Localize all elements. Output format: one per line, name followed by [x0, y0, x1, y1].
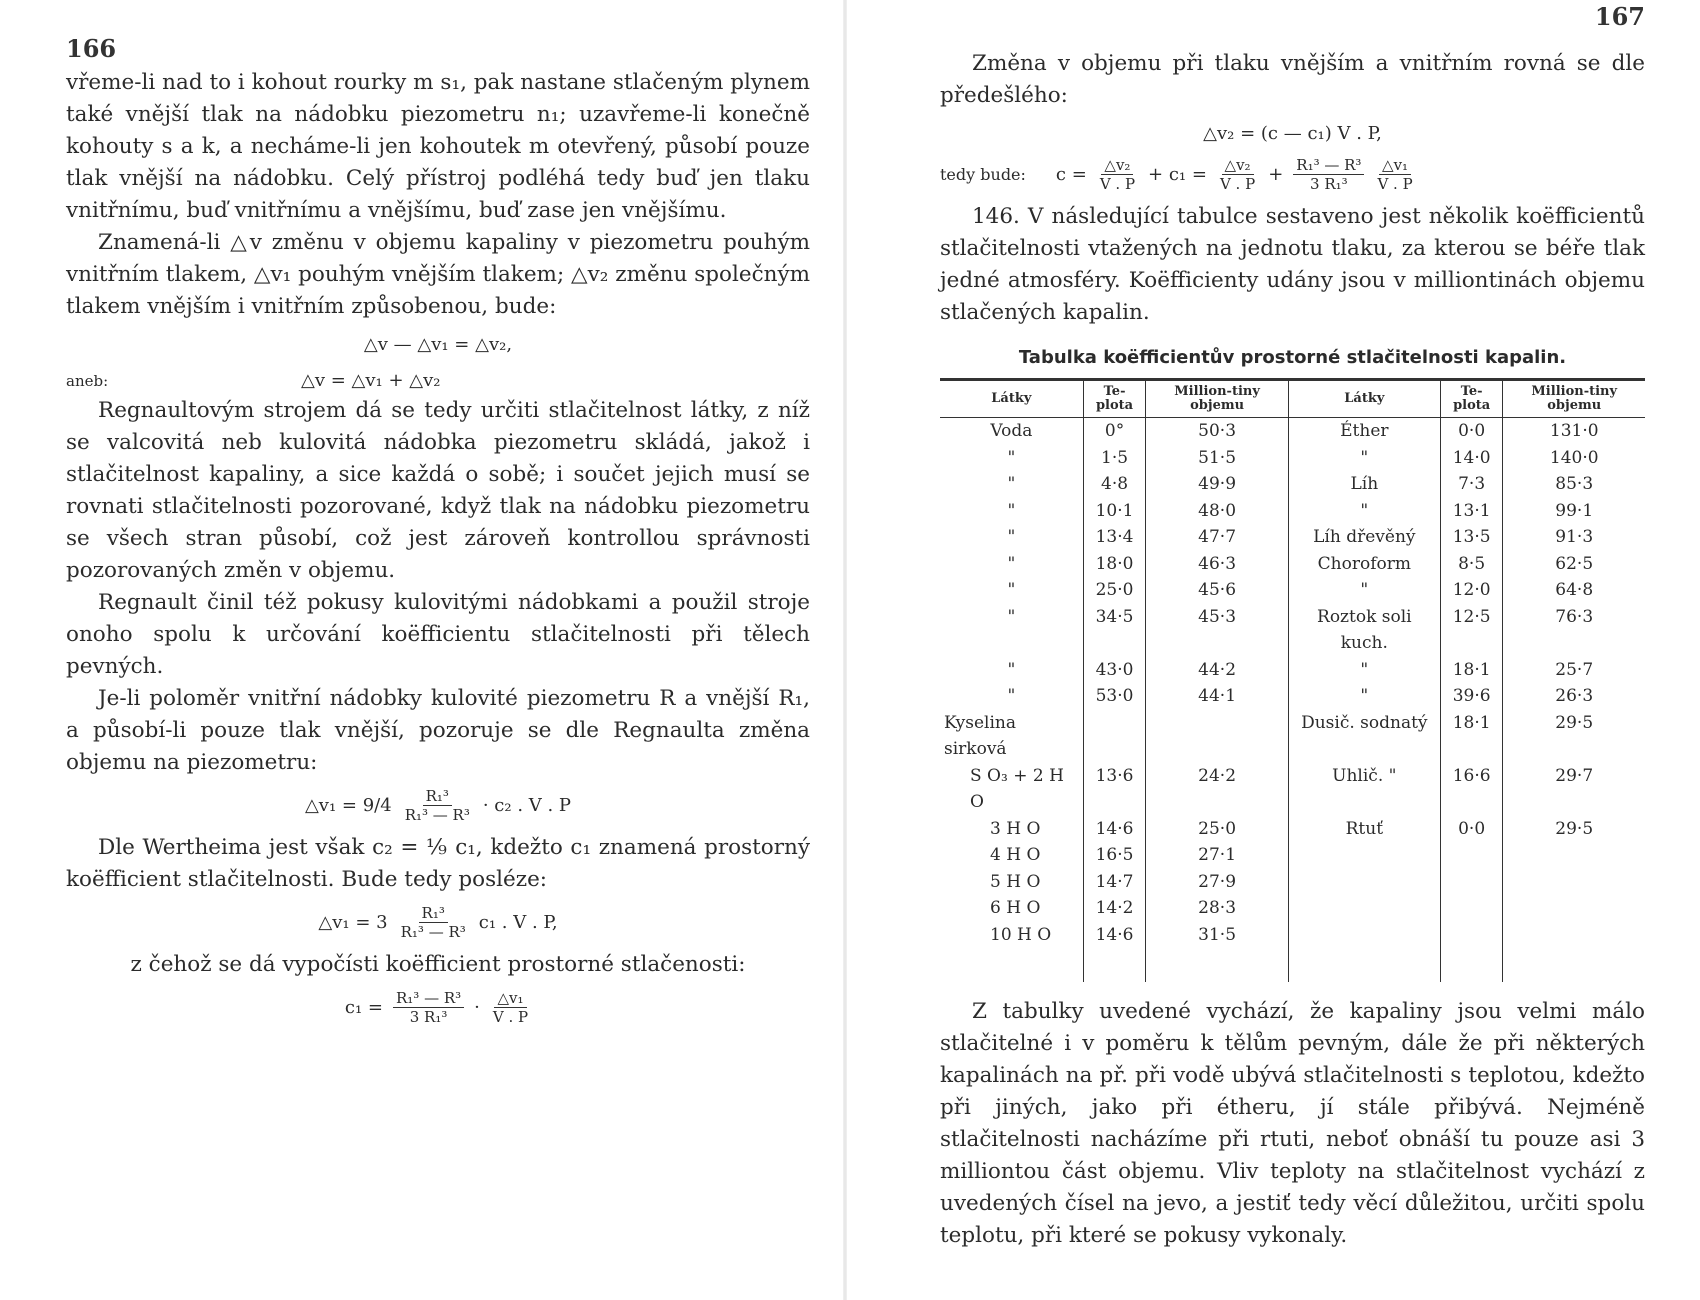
eq2-fraction-1 [1097, 156, 1138, 193]
paragraph-regnault-experiments: Regnault činil též pokusy kulovitými nádobkami a použil stroje onoho spolu k určování koëfficientu stlačitelnosti při tělech pevných. [66, 590, 810, 679]
table-cell [1083, 710, 1146, 763]
table-row [940, 895, 1645, 922]
page-number-left: 166 [66, 34, 117, 63]
table-cell: Choroform [1288, 551, 1440, 578]
eq5-denominator-1: 3 R₁³ [409, 1008, 448, 1026]
table-cell: 64·8 [1503, 577, 1645, 604]
table-cell: 13·6 [1083, 763, 1146, 816]
table-cell: Rtuť [1288, 816, 1440, 843]
table-row [940, 577, 1645, 604]
paragraph-compute: z čehož se dá vypočísti koëfficient prostorné stlačenosti: [130, 952, 746, 977]
table-cell [1503, 842, 1645, 869]
table-cell: 16·6 [1440, 763, 1503, 816]
table-row [940, 842, 1645, 869]
header-milliontiny-1: Million-tiny objemu [1146, 380, 1288, 418]
table-cell: 140·0 [1503, 445, 1645, 472]
right-page [850, 0, 1700, 1300]
eq2-a: c = [1055, 163, 1087, 185]
table-cell: " [1288, 498, 1440, 525]
equation-volume-change [66, 787, 810, 824]
table-row [940, 683, 1645, 710]
table-cell: 29·5 [1503, 710, 1645, 763]
paragraph-intro: Změna v objemu při tlaku vnějším a vnitřním rovná se dle předešlého: [940, 51, 1645, 108]
table-row [940, 418, 1645, 445]
eq2-numerator-1: △v₂ [1101, 156, 1133, 175]
table-cell: 25·7 [1503, 657, 1645, 684]
paragraph-continuation: vřeme-li nad to i kohout rourky m s₁, pak nastane stlačeným plynem také vnější tlak na nádobku piezometru n₁; uzavřeme-li konečně kohouty s a k, a necháme-li jen kohoutek m otevřený, působí pouze tlak vnější na nádobku. Celý přístroj podléhá tedy buď jen tlaku vnitřnímu, buď vnitřnímu a vnějšímu, buď zase jen vnějšímu. [66, 70, 810, 223]
table-cell: Líh [1288, 471, 1440, 498]
equation-v2: △v₂ = (c — c₁) V . P, [1203, 123, 1382, 144]
table-cell: 99·1 [1503, 498, 1645, 525]
table-cell: 4 H O [990, 845, 1041, 865]
table-cell: 76·3 [1503, 604, 1645, 657]
table-row [940, 922, 1645, 982]
eq2-denominator-1: V . P [1099, 175, 1136, 193]
table-cell: 14·2 [1083, 895, 1146, 922]
table-cell: 51·5 [1146, 445, 1288, 472]
table-row [940, 710, 1645, 763]
table-cell: 45·3 [1146, 604, 1288, 657]
table-cell [1288, 869, 1440, 896]
eq2-b: + c₁ = [1148, 163, 1207, 185]
table-cell [1440, 869, 1503, 896]
table-row [940, 604, 1645, 657]
table-cell: 25·0 [1146, 816, 1288, 843]
table-cell: 12·5 [1440, 604, 1503, 657]
header-teplota-1: Te-plota [1083, 380, 1146, 418]
table-cell: 10·1 [1083, 498, 1146, 525]
eq5-dot: · [474, 996, 480, 1018]
table-cell: 10 H O [990, 924, 1052, 945]
compressibility-table [940, 378, 1645, 982]
table-cell: " [1007, 606, 1016, 627]
table-cell: 85·3 [1503, 471, 1645, 498]
eq2-fraction-4 [1374, 156, 1415, 193]
header-latky-2: Látky [1288, 380, 1440, 418]
table-cell: Roztok soli kuch. [1288, 604, 1440, 657]
table-cell: Éther [1288, 418, 1440, 445]
eq5-fraction-2 [490, 989, 531, 1026]
table-cell: 18·1 [1440, 657, 1503, 684]
eq4-numerator: R₁³ [419, 904, 448, 923]
table-cell: Dusič. sodnatý [1288, 710, 1440, 763]
table-cell [1503, 895, 1645, 922]
paragraph-conclusion: Z tabulky uvedené vychází, že kapaliny jsou velmi málo stlačitelné i v poměru k tělům pevným, dále že při některých kapalinách na př. při vodě ubývá stlačitelnosti s teplotou, kdežto při jiných, jako při étheru, jí stále přibývá. Nejméně stlačitelnosti nacházíme při rtuti, neboť obnáší tu pouze asi 3 milliontou část objemu. Vliv teploty na stlačitelnost vychází z uvedených čísel na jevo, a jestiť tedy věcí důležitou, určiti spolu teplotu, při které se pokusy vykonaly. [940, 998, 1645, 1248]
table-cell: 25·0 [1083, 577, 1146, 604]
eq2-c: + [1268, 163, 1284, 185]
table-cell: " [1007, 580, 1016, 600]
table-cell: 91·3 [1503, 524, 1645, 551]
table-cell [1440, 922, 1503, 982]
equation-label-aneb: aneb: [66, 372, 109, 390]
table-cell [1288, 922, 1440, 982]
table-cell: 0·0 [1440, 816, 1503, 843]
eq2-numerator-3: R₁³ — R³ [1293, 156, 1364, 175]
table-cell: " [1007, 527, 1016, 547]
table-cell: 14·0 [1440, 445, 1503, 472]
eq5-fraction-1 [393, 989, 464, 1026]
table-cell: " [1288, 657, 1440, 684]
table-cell: " [1007, 474, 1016, 494]
eq2-denominator-4: V . P [1377, 175, 1413, 193]
table-row [940, 869, 1645, 896]
paragraph-radius: Je-li poloměr vnitřní nádobky kulovité piezometru R a vnější R₁, a působí-li pouze tlak vnější, pozoruje se dle Regnaulta změna objemu na piezometru: [66, 686, 810, 775]
table-cell: Kyselina sirková [944, 712, 1016, 759]
table-cell: 4·8 [1083, 471, 1146, 498]
eq5-lhs: c₁ = [344, 996, 383, 1018]
table-cell: 26·3 [1503, 683, 1645, 710]
equation-sum: △v = △v₁ + △v₂ [301, 370, 441, 391]
table-row [940, 498, 1645, 525]
table-cell: 27·9 [1146, 869, 1288, 896]
equation-volume-change-c1 [66, 904, 810, 941]
table-cell: 29·5 [1503, 816, 1645, 843]
table-cell: " [1007, 500, 1016, 521]
table-cell [1288, 842, 1440, 869]
paragraph-definitions: Znamená-li △v změnu v objemu kapaliny v piezometru pouhým vnitřním tlakem, △v₁ pouhým vnějším tlakem; △v₂ změnu společným tlakem vnějším i vnitřním způsobenou, bude: [66, 230, 810, 319]
eq5-denominator-2: V . P [492, 1008, 529, 1026]
eq5-numerator-2: △v₁ [494, 989, 526, 1008]
table-cell: 18·0 [1083, 551, 1146, 578]
table-cell [1288, 895, 1440, 922]
table-cell: 1·5 [1083, 445, 1146, 472]
table-cell: 39·6 [1440, 683, 1503, 710]
table-cell: 8·5 [1440, 551, 1503, 578]
header-teplota-2: Te-plota [1440, 380, 1503, 418]
table-cell: Voda [990, 421, 1033, 441]
table-cell: 7·3 [1440, 471, 1503, 498]
equation-c [940, 156, 1645, 193]
eq3-numerator: R₁³ [423, 787, 452, 806]
table-cell: 24·2 [1146, 763, 1288, 816]
table-cell: Líh dřevěný [1288, 524, 1440, 551]
table-cell: 27·1 [1146, 842, 1288, 869]
table-cell: 50·3 [1146, 418, 1288, 445]
table-cell: 34·5 [1083, 604, 1146, 657]
table-cell: 131·0 [1503, 418, 1645, 445]
table-row [940, 816, 1645, 843]
table-cell: 46·3 [1146, 551, 1288, 578]
table-cell: 44·2 [1146, 657, 1288, 684]
eq2-numerator-2: △v₂ [1222, 156, 1254, 175]
table-row [940, 657, 1645, 684]
table-cell: S O₃ + 2 H O [970, 765, 1064, 812]
table-cell: 13·4 [1083, 524, 1146, 551]
left-page-content [66, 67, 810, 1026]
table-cell: 14·7 [1083, 869, 1146, 896]
table-row [940, 763, 1645, 816]
table-cell: 13·1 [1440, 498, 1503, 525]
table-cell: 14·6 [1083, 922, 1146, 982]
page-gutter [843, 0, 847, 1300]
table-cell: 31·5 [1146, 922, 1288, 982]
table-cell: " [1007, 553, 1016, 574]
eq5-numerator-1: R₁³ — R³ [393, 989, 464, 1008]
right-page-content [940, 48, 1645, 1252]
eq3-denominator: R₁³ — R³ [404, 806, 470, 824]
table-cell: 43·0 [1083, 657, 1146, 684]
table-cell: 53·0 [1083, 683, 1146, 710]
table-cell: " [1007, 447, 1016, 468]
table-cell: " [1288, 577, 1440, 604]
table-row [940, 551, 1645, 578]
table-cell [1503, 869, 1645, 896]
table-cell: 28·3 [1146, 895, 1288, 922]
eq2-fraction-2 [1217, 156, 1258, 193]
table-cell: 29·7 [1503, 763, 1645, 816]
paragraph-wertheim: Dle Wertheima jest však c₂ = ⅑ c₁, kdežto c₁ znamená prostorný koëfficient stlačitelnosti. Bude tedy posléze: [66, 835, 810, 892]
equation-label-tedy: tedy bude: [940, 164, 1026, 184]
eq3-rhs: · c₂ . V . P [482, 794, 572, 816]
eq4-denominator: R₁³ — R³ [400, 923, 466, 941]
page-number-right: 167 [1594, 2, 1645, 31]
table-header-row [940, 380, 1645, 418]
table-row [940, 524, 1645, 551]
eq4-fraction [398, 904, 469, 941]
equation-sum-row [66, 367, 810, 395]
table-cell: 3 H O [990, 818, 1041, 839]
equation-coefficient [66, 989, 810, 1026]
eq4-lhs: △v₁ = 3 [318, 911, 388, 933]
table-cell [1503, 922, 1645, 982]
table-cell: 47·7 [1146, 524, 1288, 551]
header-milliontiny-2: Million-tiny objemu [1503, 380, 1645, 418]
table-cell: 6 H O [990, 898, 1041, 918]
paragraph-regnault-machine: Regnaultovým strojem dá se tedy určiti stlačitelnost látky, z níž se valcovitá neb kulovitá nádobka piezometru skládá, jakož i stlačitelnost kapaliny, a sice každá o sobě; i součet jejich musí se rovnati stlačitelnosti pozorované, když tlak na nádobku piezometru se všech stran působí, což jest zároveň kontrollou správnosti pozorovaných změn v objemu. [66, 398, 810, 583]
table-cell [1440, 842, 1503, 869]
table-row [940, 445, 1645, 472]
table-cell: " [1007, 659, 1016, 680]
eq2-numerator-4: △v₁ [1379, 156, 1411, 175]
table-cell: " [1288, 683, 1440, 710]
equation-difference: △v — △v₁ = △v₂, [363, 334, 513, 355]
table-cell: 16·5 [1083, 842, 1146, 869]
eq4-rhs: c₁ . V . P, [478, 911, 558, 933]
table-cell: " [1288, 445, 1440, 472]
table-cell [1146, 710, 1288, 763]
table-cell [1440, 895, 1503, 922]
table-cell: 0·0 [1440, 418, 1503, 445]
header-latky-1: Látky [940, 380, 1083, 418]
table-cell: Uhlič. " [1288, 763, 1440, 816]
table-cell: " [1007, 686, 1016, 706]
eq3-fraction [402, 787, 473, 824]
table-cell: 14·6 [1083, 816, 1146, 843]
paragraph-146: 146. V následující tabulce sestaveno jest několik koëfficientů stlačitelnosti vtažených na jednotu tlaku, za kterou se béře tlak jedné atmosféry. Koëfficienty udány jsou v milliontinách objemu stlačených kapalin. [940, 204, 1645, 325]
table-cell: 12·0 [1440, 577, 1503, 604]
table-cell: 13·5 [1440, 524, 1503, 551]
eq2-denominator-3: 3 R₁³ [1310, 175, 1348, 193]
table-row [940, 471, 1645, 498]
eq2-fraction-3 [1293, 156, 1364, 193]
table-cell: 62·5 [1503, 551, 1645, 578]
table-cell: 44·1 [1146, 683, 1288, 710]
table-cell: 18·1 [1440, 710, 1503, 763]
table-cell: 48·0 [1146, 498, 1288, 525]
table-cell: 5 H O [990, 871, 1041, 892]
table-cell: 49·9 [1146, 471, 1288, 498]
eq3-lhs: △v₁ = 9/4 [304, 794, 392, 816]
table-cell: 45·6 [1146, 577, 1288, 604]
table-title: Tabulka koëfficientův prostorné stlačitelnosti kapalin. [1018, 347, 1567, 368]
table-cell: 0° [1083, 418, 1146, 445]
eq2-denominator-2: V . P [1219, 175, 1256, 193]
